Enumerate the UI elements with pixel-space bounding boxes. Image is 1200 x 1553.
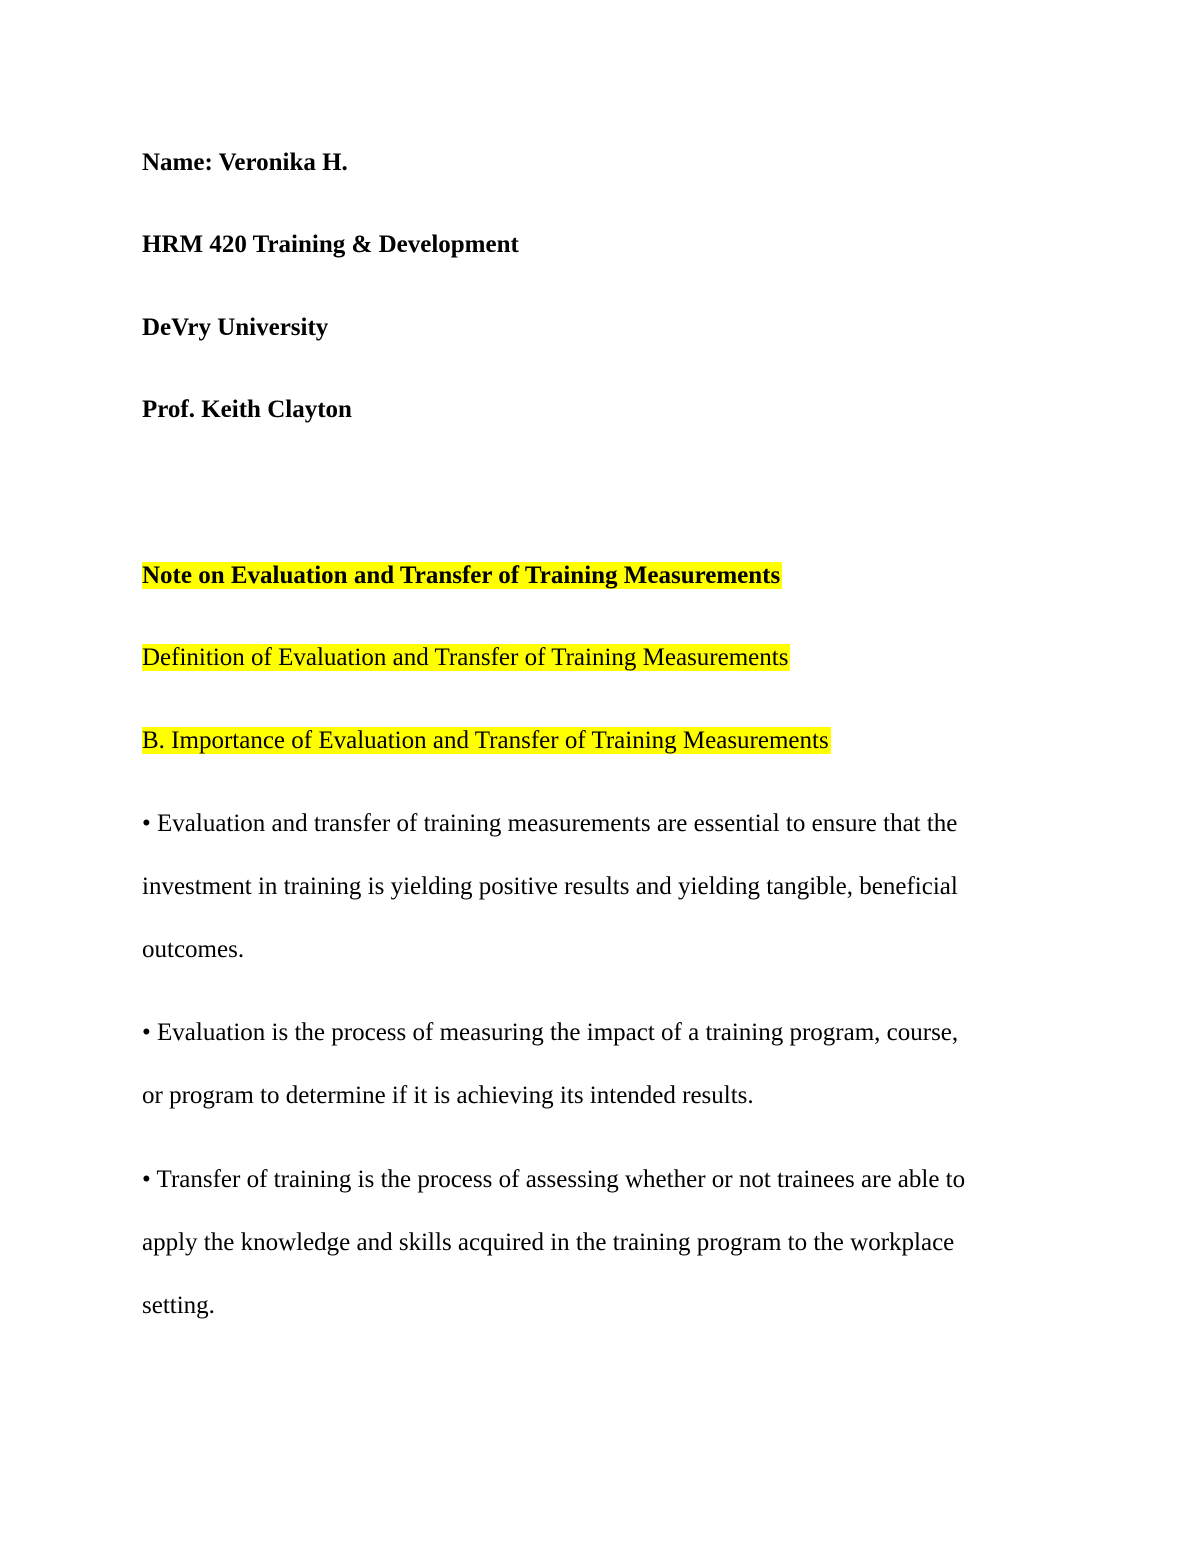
student-name: Name: Veronika H. [142,149,348,176]
bullet-1-line-2: investment in training is yielding positive results and yielding tangible, beneficial [142,873,958,900]
bullet-2-line-1: • Evaluation is the process of measuring the impact of a training program, course, [142,1019,959,1046]
note-heading [142,560,782,592]
bullet-1-line-1: • Evaluation and transfer of training measurements are essential to ensure that the [142,810,958,837]
bullet-1-line-3: outcomes. [142,936,245,963]
note-heading-text: Note on Evaluation and Transfer of Training Measurements [142,562,781,589]
importance-heading [142,725,831,757]
university-name: DeVry University [142,314,329,341]
bullet-paragraph-3 [142,1148,1062,1337]
importance-heading-text: B. Importance of Evaluation and Transfer of Training Measurements [142,727,829,754]
definition-heading-text: Definition of Evaluation and Transfer of Training Measurements [142,644,789,671]
bullet-2-line-2: or program to determine if it is achieving its intended results. [142,1082,754,1109]
bullet-paragraph-2 [142,1001,1062,1127]
bullet-3-line-1: • Transfer of training is the process of assessing whether or not trainees are able to [142,1166,966,1193]
bullet-3-line-3: setting. [142,1292,215,1319]
professor-name: Prof. Keith Clayton [142,396,352,423]
bullet-paragraph-1 [142,792,1062,981]
course-title: HRM 420 Training & Development [142,231,519,258]
bullet-3-line-2: apply the knowledge and skills acquired in the training program to the workplace [142,1229,955,1256]
definition-heading [142,642,790,674]
